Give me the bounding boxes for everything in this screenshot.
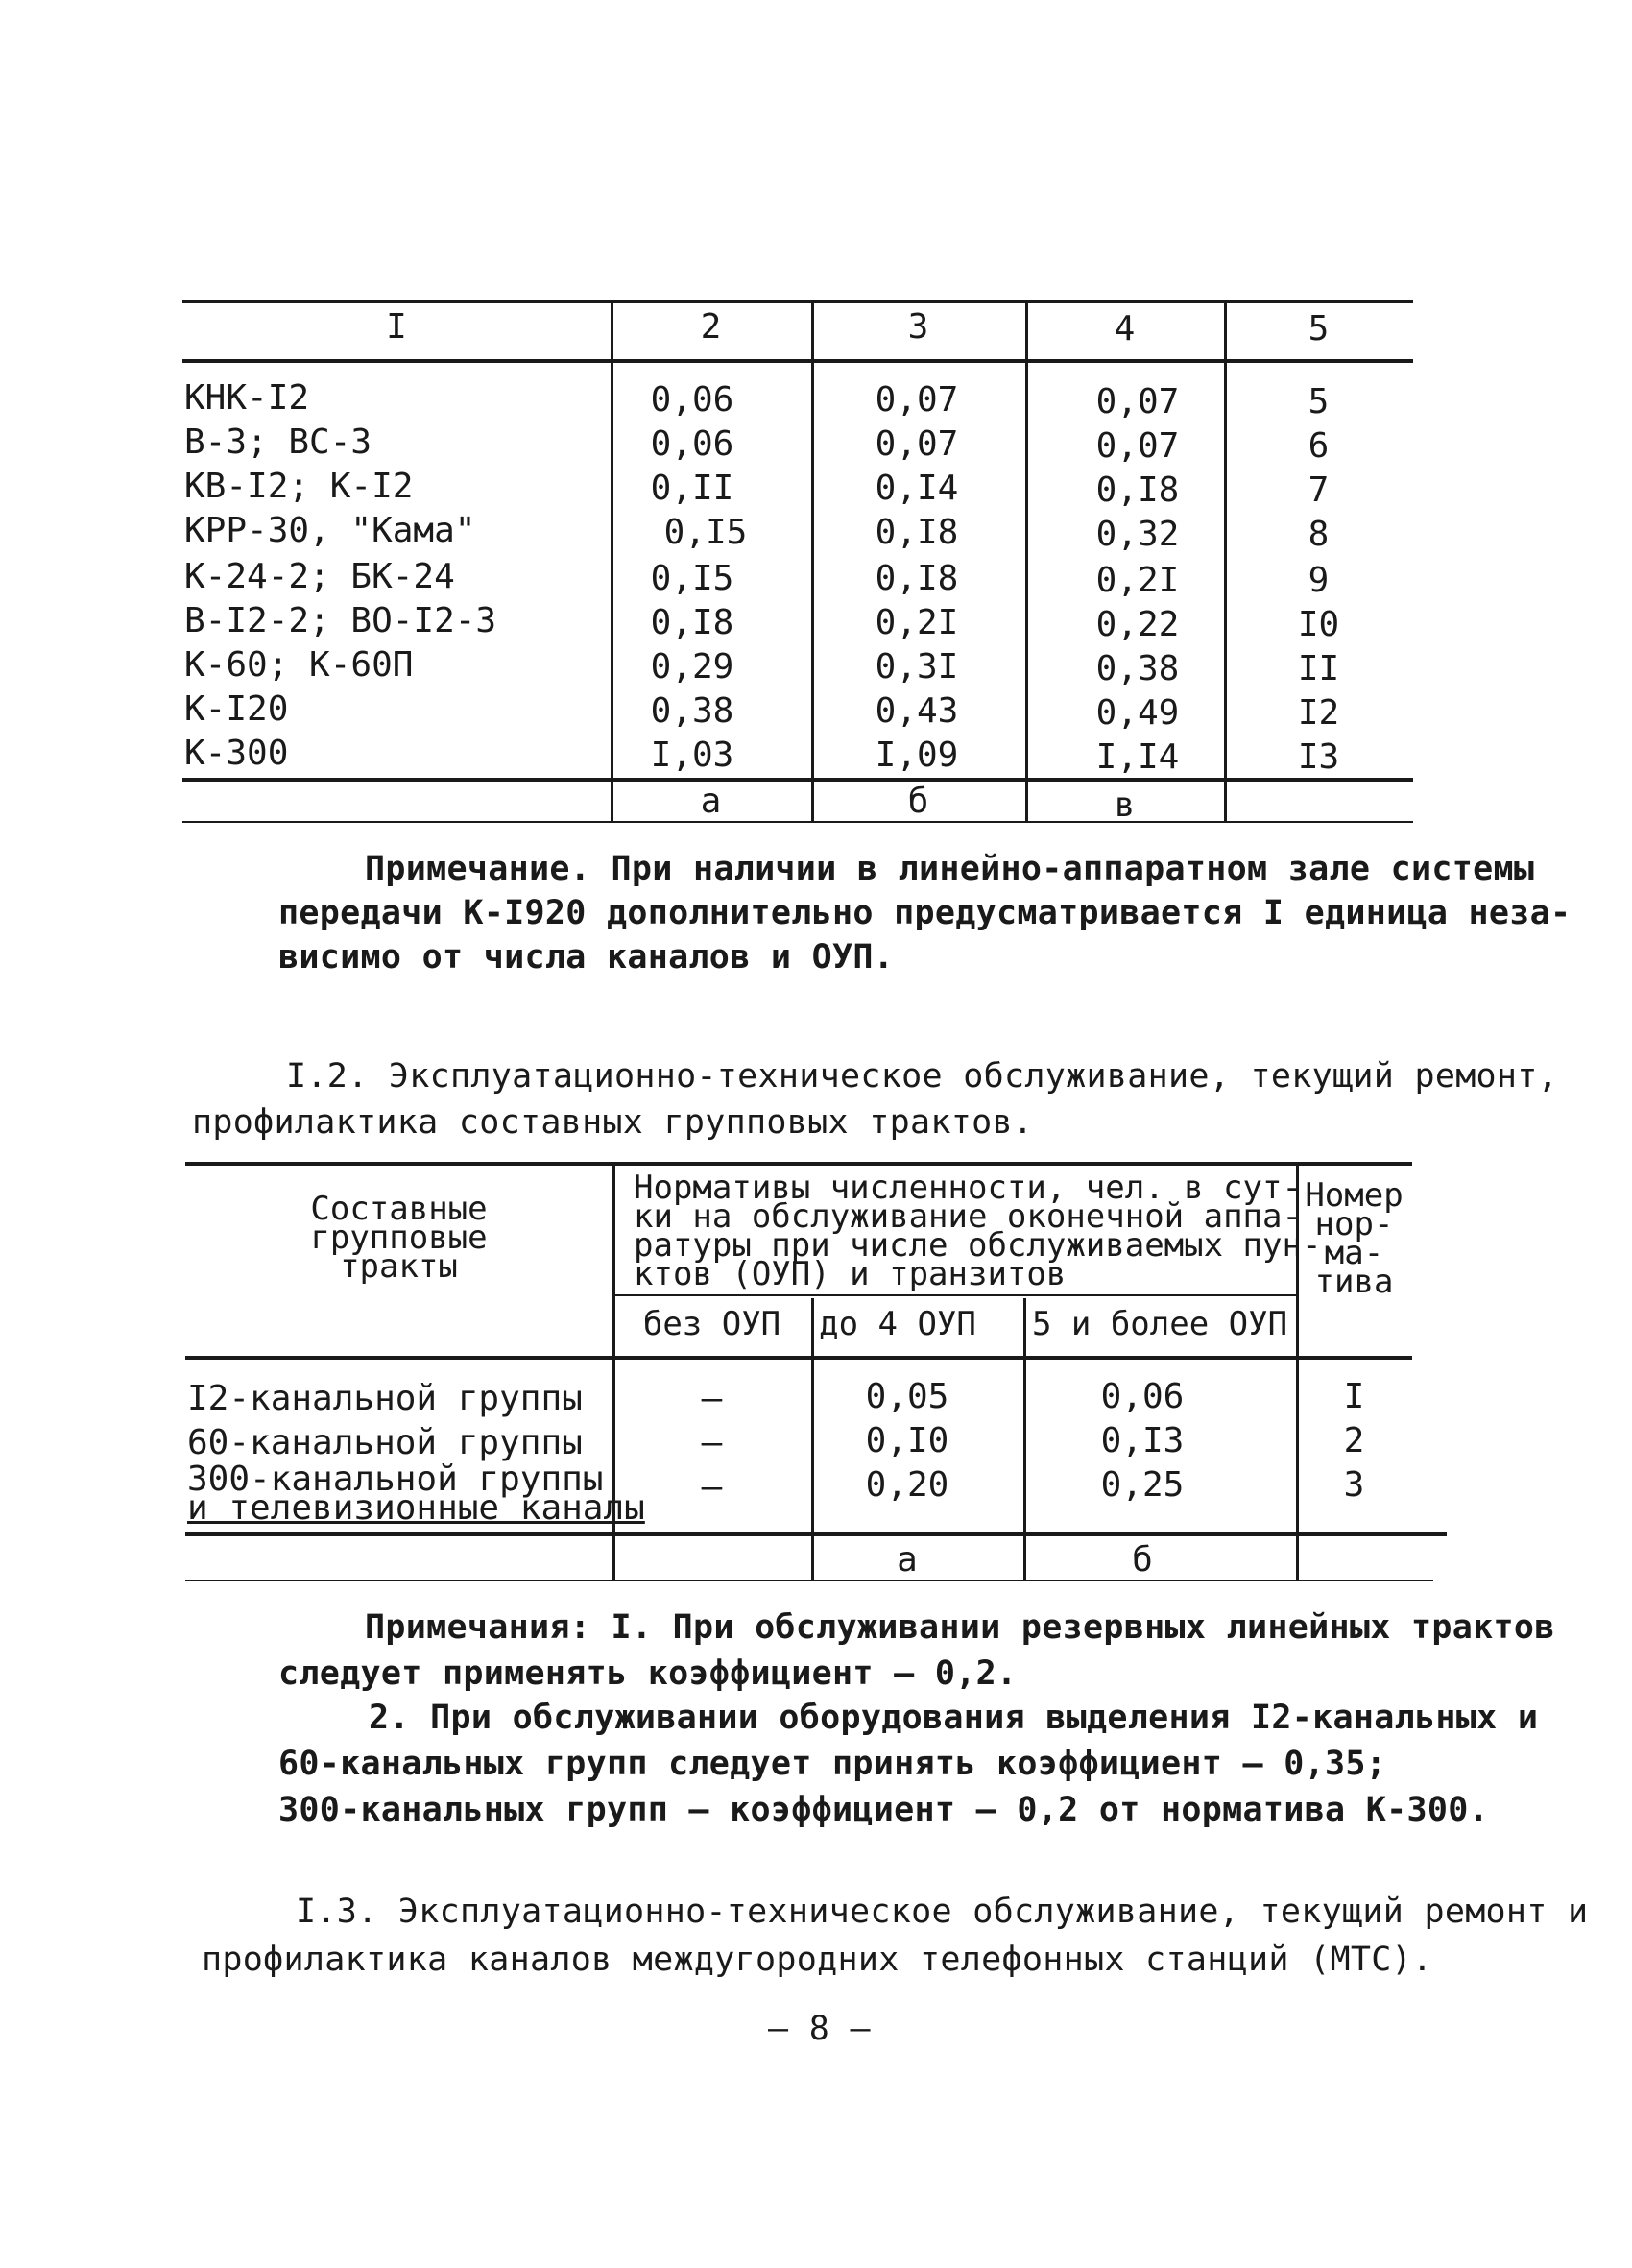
table1-cell: 0,07 [1095,426,1180,466]
notes2-line: следует применять коэффициент – 0,2. [278,1654,1018,1693]
table1-cell: 0,32 [1095,515,1180,554]
table1-cell: I3 [1297,737,1340,777]
table1-header-col5: 5 [1308,309,1330,349]
table1-cell: 0,07 [875,380,959,420]
table1-footer-label: а [700,782,722,821]
table1-cell: I,03 [650,736,734,775]
table2-header-line: ки на обслуживание оконечной аппа- [634,1197,1302,1236]
table2-footer-label: б [1132,1540,1153,1580]
section13-line: профилактика каналов междугородних телефонных станций (МТС). [202,1941,1433,1979]
table2-header-col1 [185,1190,612,1286]
table2-cell: 0,06 [1100,1377,1185,1416]
note1-line: висимо от числа каналов и ОУП. [278,938,895,977]
table1-cell: 5 [1308,382,1330,422]
table1-header-col1: I [386,307,407,347]
table1-header-col2: 2 [700,307,722,347]
table2-header-line: ратуры при числе обслуживаемых пун- [634,1226,1322,1265]
table1-cell: 0,I5 [663,513,748,552]
table2-row-label: I2-канальной группы [187,1379,583,1418]
table2-cell: 0,I3 [1100,1421,1185,1460]
table2-group-header [634,1169,1322,1293]
table2-top-rule [185,1162,1412,1166]
table1-row-label: В-3; ВС-3 [184,422,372,462]
table1-cell: 0,07 [1095,382,1180,422]
table1-divider [811,300,814,823]
table1-row-label: КНК-I2 [184,378,310,418]
table2-cell: 3 [1343,1465,1365,1505]
table1-footer-label: в [1114,785,1136,825]
table1-cell: 0,22 [1095,605,1180,644]
notes2-line: 2. При обслуживании оборудования выделения I2-канальных и [369,1699,1539,1737]
table1-cell: 0,07 [875,424,959,464]
table2-footer-label: а [897,1540,918,1580]
table1-cell: I2 [1297,693,1340,733]
table2-header-line: Нормативы численности, чел. в сут- [634,1169,1302,1207]
table1-top-rule [182,300,1413,303]
table1-row-label: В-I2-2; ВО-I2-3 [184,601,497,640]
table1-cell: 8 [1308,515,1330,554]
table2-header-norm-number [1296,1176,1412,1301]
table1-cell: 0,49 [1095,693,1180,733]
table2-row-label: 300-канальной группы [187,1460,604,1499]
table1-cell: 0,2I [875,603,959,642]
table1-cell: 0,06 [650,380,734,420]
table2-subheader: 5 и более ОУП [1031,1305,1288,1343]
table1-row-label: К-I20 [184,689,289,729]
table2-header-line: тива [1314,1263,1394,1301]
table1-cell: 0,I8 [875,513,959,552]
note1-line: передачи К-I920 дополнительно предусматривается I единица неза- [278,894,1572,932]
table1-cell: 0,I8 [875,559,959,598]
table1-cell: 0,3I [875,647,959,687]
table2-subheader: без ОУП [642,1305,781,1343]
table1-divider [1025,300,1028,823]
table2-header-line: ктов (ОУП) и транзитов [634,1255,1067,1293]
table1-row-label: К-300 [184,734,289,773]
note1-line: Примечание. При наличии в линейно-аппаратном зале системы [365,850,1535,888]
section13-line: I.3. Эксплуатационно-техническое обслуживание, текущий ремонт и [296,1893,1589,1931]
table1-cell: 6 [1308,426,1330,466]
table2-cell: I [1343,1377,1365,1416]
table2-header-line: нор- [1314,1205,1394,1243]
table2-header-line: тракты [340,1247,458,1286]
notes2-line: Примечания: I. При обслуживании резервных линейных трактов [365,1608,1555,1647]
table2-group-rule [612,1294,1296,1296]
table2-cell: 2 [1343,1421,1365,1460]
table1-cell: 9 [1308,561,1330,600]
table2-header-line: ма- [1324,1234,1384,1272]
table2-header-line: Составные [310,1190,488,1228]
table2-cell: – [701,1423,723,1462]
table1-cell: 0,I8 [1095,470,1180,510]
table1-cell: 0,06 [650,424,734,464]
table1-cell: 0,29 [650,647,734,687]
table1-cell: 0,38 [650,691,734,731]
table2-row-label: 60-канальной группы [187,1423,583,1462]
table1-cell: 0,I8 [650,603,734,642]
table2-subheader: до 4 ОУП [819,1305,976,1343]
table2-row-label-continued: и телевизионные каналы [187,1488,645,1528]
table2-body-rule [185,1532,1447,1536]
table2-cell: 0,05 [865,1377,949,1416]
table1-row-label: К-60; К-60П [184,645,414,685]
table1-footer-label: б [907,782,929,821]
table1-cell: 0,II [650,469,734,508]
table1-header-col3: 3 [907,307,929,347]
table2-header-line: групповые [310,1218,488,1257]
table1-row-label: КРР-30, "Кама" [184,511,476,550]
table1-cell: 0,I5 [650,559,734,598]
table1-header-col4: 4 [1114,309,1136,349]
notes2-line: 300-канальных групп – коэффициент – 0,2 от норматива К-300. [278,1791,1489,1829]
table2-cell: 0,I0 [865,1421,949,1460]
table1-cell: 0,43 [875,691,959,731]
table1-header-rule [182,359,1413,363]
table2-bottom-rule [185,1580,1433,1581]
table1-row-label: К-24-2; БК-24 [184,557,455,596]
table1-cell: 0,2I [1095,561,1180,600]
table1-cell: I,09 [875,736,959,775]
section12-line: профилактика составных групповых трактов. [192,1103,1034,1142]
table2-cell: 0,25 [1100,1465,1185,1505]
table1-cell: I,I4 [1095,737,1180,777]
notes2-line: 60-канальных групп следует принять коэффициент – 0,35; [278,1745,1387,1783]
table2-cell: – [701,1379,723,1418]
table1-cell: I0 [1297,605,1340,644]
table1-cell: 0,38 [1095,649,1180,688]
table2-cell: – [701,1467,723,1507]
section12-line: I.2. Эксплуатационно-техническое обслуживание, текущий ремонт, [286,1057,1559,1096]
table2-cell: 0,20 [865,1465,949,1505]
page-number: – 8 – [768,2010,871,2048]
table1-cell: 7 [1308,470,1330,510]
table1-cell: II [1297,649,1340,688]
table1-row-label: КВ-I2; К-I2 [184,467,414,506]
table2-header-line: Номер [1305,1176,1404,1215]
table2-header-rule [185,1356,1412,1360]
table1-cell: 0,I4 [875,469,959,508]
